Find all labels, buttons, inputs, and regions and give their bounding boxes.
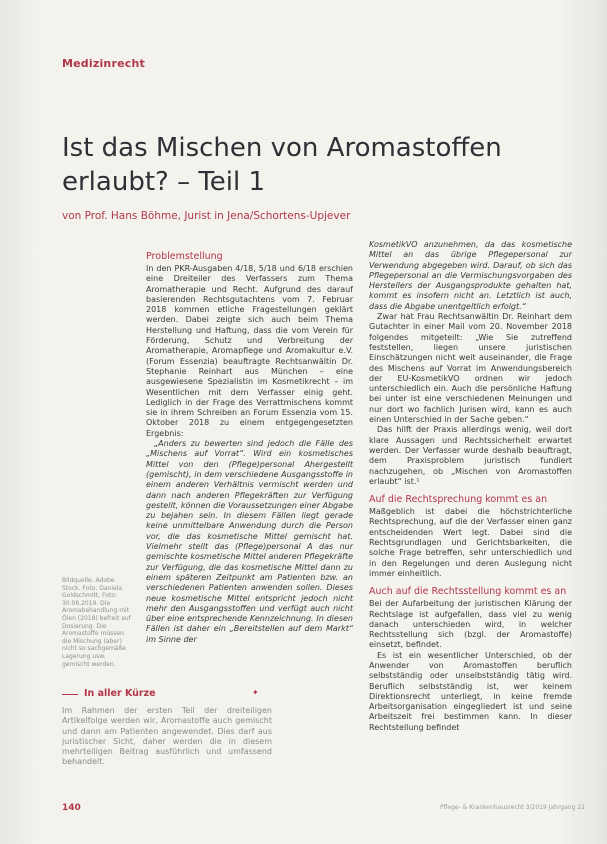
title-line-1: Ist das Mischen von Aromastoffen <box>62 133 502 163</box>
paragraph: Bei der Aufarbeitung der juristischen Klärung der Rechtslage ist aufgefallen, dass viel zu wenig danach unterschieden wird, in welcher Rechtsstellung sich (bzgl. der Aromastoffe) einsetzt, befindet. <box>369 599 572 650</box>
section-heading-case-law: Auf die Rechtsprechung kommt es an <box>369 494 548 506</box>
paragraph: In den PKR-Ausgaben 4/18, 5/18 und 6/18 erschien eine Dreiteiler des Verfassers zum Thema Aromatherapie und Recht. Aufgrund des darauf basierenden Rechtsgutachtens vom 7. Februar 2018 kommen etliche Fragestellungen geklärt werden. Dabei zeigte sich auch beim Thema Herstellung und Haftung, dass die vom Verein für Förderung, Schutz und Verbreitung der Aromatherapie, Aromapflege und Aromakultur e.V. (Forum Essenzia) beauftragte Rechtsanwältin Dr. Stephanie Reinhart aus München – eine ausgewiesene Spezialistin im Kosmetikrecht – im Wesentlichen mit dem Verfasser einig geht. Lediglich in der Frage des Verrattmischens kommt sie in ihrem Schreiben an Forum Essenzia vom 15. Oktober 2018 zu einem entgegengesetzten Ergebnis: <box>146 264 353 438</box>
summary-box-title: In aller Kürze <box>84 688 156 699</box>
right-text-column <box>369 240 572 733</box>
journal-reference: Pflege- & Krankenhausrecht 3/2019 Jahrgang 22 <box>440 804 585 811</box>
image-caption: Bildquelle: Adobe Stock. Foto: Daniela Goldschmitt, Foto: 30.06.2019. Die Aromabehandlung mit Ölen (2018) befreit auf Dosierung. Die Aromastoffe müssen die Mischung (aber) nicht so sachgemäße Lagerung usw. gemischt werden. <box>62 577 131 668</box>
article-byline: von Prof. Hans Böhme, Jurist in Jena/Schortens-Upjever <box>62 210 351 222</box>
page-number: 140 <box>62 803 81 813</box>
section-heading-legal-status: Auch auf die Rechtsstellung kommt es an <box>369 586 567 598</box>
quote-continuation: KosmetikVO anzunehmen, da das kosmetische Mittel an das übrige Pflegepersonal zur Verwendung abgegeben wird. Darauf, ob sich das Pflegepersonal an die Vermischungsvorgaben des Herstellers der Ausgangsprodukte gehalten hat, kommt es insofern nicht an. Letztlich ist auch, dass die Abgabe unentgeltlich erfolgt.“ <box>369 240 572 311</box>
title-line-2: erlaubt? – Teil 1 <box>62 167 266 197</box>
rubric-label: Medizinrecht <box>62 57 145 70</box>
section-heading-problem: Problemstellung <box>146 251 223 262</box>
summary-box-header <box>62 688 282 702</box>
paragraph: Maßgeblich ist dabei die höchstrichterliche Rechtsprechung, auf die der Verfasser einen ganz entscheidenden Wert legt. Dabei sind die Rechtsgrundlagen und Gerichtsbarkeiten, die solche Frage betreffen, sehr unterschiedlich und in den Regelungen und deren Auslegung nicht immer einheitlich. <box>369 507 572 578</box>
paragraph: Es ist ein wesentlicher Unterschied, ob der Anwender von Aromastoffen beruflich selbstständig oder unselbstständig tätig wird. Beruflich selbstständig ist, wer keinem Direktionsrecht unterliegt, in keine fremde Arbeitsorganisation eingegliedert ist und seine Arbeitszeit frei bestimmen kann. In dieser Rechtstellung befindet <box>369 650 572 732</box>
quote-paragraph: „Anders zu bewerten sind jedoch die Fälle des „Mischens auf Vorrat“. Wird ein kosmetisches Mittel von den (Pflege)personal Ahergestellt (gemischt), in dem verschiedene Ausgangsstoffe in einem anderen Verhältnis vermischt werden und dann nach anderen Pflegekräften zur Verfügung gestellt, können die Voraussetzungen einer Abgabe zu bejahen sein. In diesem Fällen liegt gerade keine unmittelbare Anwendung durch die Person vor, die das kosmetische Mittel gemischt hat. Vielmehr stellt das (Pflege)personal A das nur gemischte kosmetische Mittel anderen Pflegekräfte zur Verfügung, die das kosmetische Mittel dann zu einem späteren Zeitpunkt am Patienten bzw. an verschiedenen Patienten anwenden sollen. Dieses neue kosmetische Mittel entspricht jedoch nicht mehr den Ausgangsstoffen und verfügt auch nicht über eine entsprechende Kennzeichnung. In diesen Fällen ist daher ein „Bereitstellen auf dem Markt“ im Sinne der <box>146 439 353 644</box>
sparkle-icon: ✦ <box>252 688 259 697</box>
left-text-column <box>146 251 353 645</box>
summary-box-text: Im Rahmen der ersten Teil der dreiteiligen Artikelfolge werden wir, Aromastoffe auch gemischt und dann am Patienten angewendet. Dies darf aus juristischer Sicht, daher werden die in diesem mehrteiligen Beitrag ausführlich und umfassend behandelt. <box>62 706 272 767</box>
summary-rule-divider <box>62 694 78 695</box>
article-title <box>62 131 522 199</box>
paragraph: Zwar hat Frau Rechtsanwältin Dr. Reinhart dem Gutachter in einer Mail vom 20. November 2018 folgendes mitgeteilt: „Wie Sie zutreffend feststellen, liegen unsere juristischen Einschätzungen nicht weit auseinander, die Frage des Mischens auf Vorrat im Anwendungsbereich der EU-KosmetikVO ordnen wir jedoch unterschiedlich ein. Auch die persönliche Haftung bei unter ist eine verschiedenen Meinungen und nur dort wo fachlich Jurisen wird, kann es auch einen Unterschied in der Sache geben.“ <box>369 312 572 425</box>
paragraph: Das hilft der Praxis allerdings wenig, weil dort klare Aussagen und Rechtssicherheit erwartet werden. Der Verfasser wurde deshalb beauftragt, dem Praxisproblem juristisch fundiert nachzugehen, ob „Mischen von Aromastoffen erlaubt“ ist.¹ <box>369 425 572 486</box>
